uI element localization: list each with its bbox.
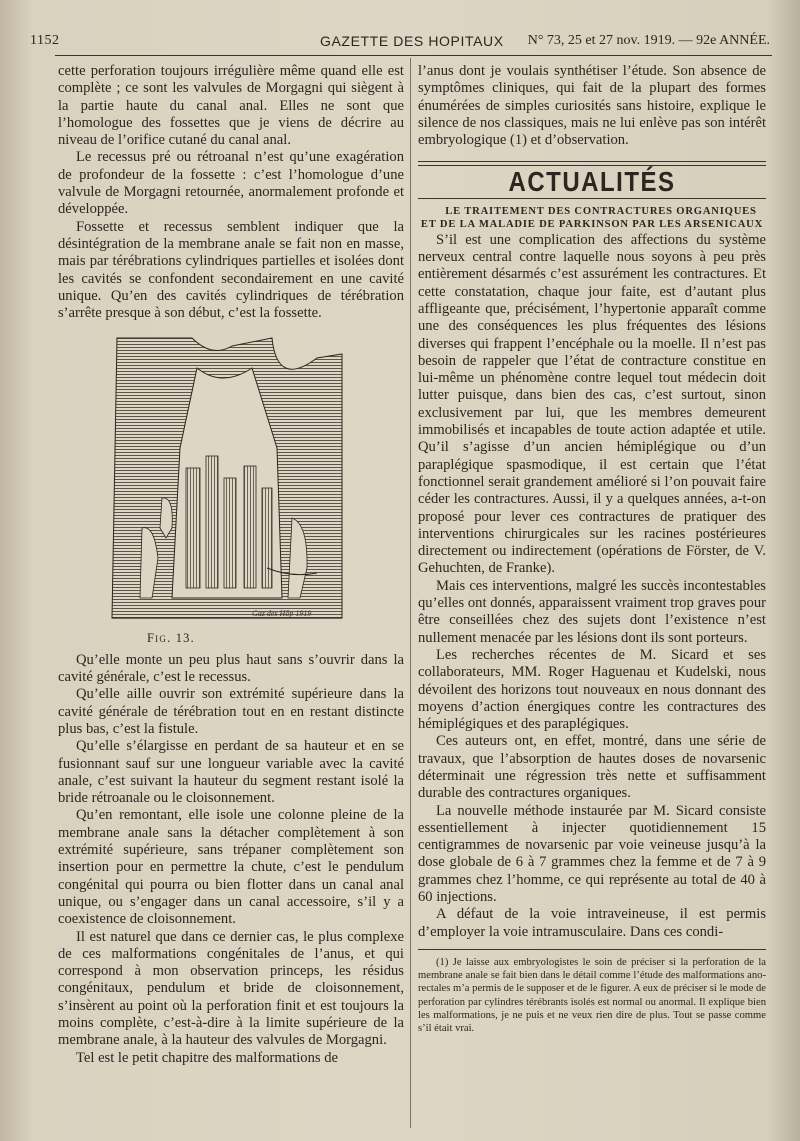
anatomical-engraving: [102, 328, 352, 628]
paragraph: Les recherches récentes de M. Sicard et ses collaborateurs, MM. Roger Haguenau et Kudelski, nous dévoilent des horizons tout nouveaux en nous donnant des moyens d’action énergiques contre les contractures des hémiplégiques et des paraplégiques.: [418, 646, 766, 733]
journal-title: GAZETTE DES HOPITAUX: [320, 33, 504, 49]
section-rule: [418, 161, 766, 166]
paragraph: Qu’en remontant, elle isole une colonne pleine de la membrane anale sans la détacher complètement à son extrémité supérieure, sans trépaner complètement son insertion pour en permettre la chute, c’est le pendulum congénital qui pourra ou bien flotter dans un canal anal unique, ou s’engager dans un canal accessoire, s’il y a coexistence de cloisonnement.: [58, 807, 404, 928]
left-column: [58, 63, 404, 1067]
header-rule: [55, 55, 772, 56]
paragraph: La nouvelle méthode instaurée par M. Sicard consiste essentiellement à injecter quotidiennement 15 centigrammes de novarsenic par voie veineuse jusqu’à la dose globale de 6 à 7 grammes chez la femme et de 7 à 9 grammes chez l’homme, ce qui représente au total de 40 à 60 injections.: [418, 802, 766, 906]
figure-13: [58, 328, 404, 647]
issue-info: N° 73, 25 et 27 nov. 1919. — 92e ANNÉE.: [527, 33, 770, 48]
footnote-rule: [418, 949, 766, 950]
paragraph: S’il est une complication des affections du système nerveux central contre laquelle nous soyons à peu près entièrement désarmés c’est assurément les contractures. Et cette constatation, chaque jour faite, est d’autant plus affligeante que, précisément, l’hypertonie apparaît comme une des conséquences les plus fréquentes des lésions diverses qui frappent l’encéphale ou la moelle. Il n’est pas besoin de rappeler que l’état de contracture constitue en lui-même un phénomène contre lequel tout médecin doit lutter puisque, dans bien des cas, c’est surtout, sinon exclusivement par lui, que les membres demeurent immobilisés et incapables de toute action adaptée et utile. Qu’il s’agisse d’un ancien hémiplégique ou d’un paraplégique spasmodique, il est certain que l’état fonctionnel serait grandement amélioré si l’on pouvait faire céder les contractures. Aussi, il y a quelques années, a-t-on proposé pour lever ces contractures de pratiquer des interventions chirurgicales sur les racines postérieures directement ou indirectement (opérations de Förster, de V. Gehuchten, de Franke).: [418, 231, 766, 577]
paragraph: cette perforation toujours irrégulière même quand elle est complète ; ce sont les valvules de Morgagni qui siègent à la partie haute du canal anal. Elles ne sont que l’homologue des fossettes que je viens de décrire au niveau de l’orifice cutané du canal anal.: [58, 63, 404, 149]
running-head: [30, 33, 770, 53]
figure-signature: Gaz des Hôp 1919: [252, 609, 312, 619]
column-divider: [410, 58, 411, 1128]
paragraph: A défaut de la voie intraveineuse, il est permis d’employer la voie intramusculaire. Dans ces condi-: [418, 906, 766, 940]
paragraph: Mais ces interventions, malgré les succès incontestables qu’elles ont donnés, apparaissent vraiment trop graves pour être conseillées chez des sujets dont l’existence n’est nullement menacée par les lésions dont ils sont porteurs.: [418, 577, 766, 646]
paragraph: Ces auteurs ont, en effet, montré, dans une série de travaux, que l’absorption de hautes doses de novarsenic déterminait une régression très nette et suffisamment durable des contractures organiques.: [418, 733, 766, 802]
paragraph: Qu’elle aille ouvrir son extrémité supérieure dans la cavité générale de térébration tout en en restant distincte plus bas, c’est la fistule.: [58, 686, 404, 737]
figure-caption: Fig. 13.: [147, 631, 195, 646]
paragraph: Tel est le petit chapitre des malformations de: [76, 1049, 338, 1066]
footnote: (1) Je laisse aux embryologistes le soin de préciser si la perforation de la membrane anale se fait bien dans le détail comme l’étude des malformations ano-rectales m’a permis de le supposer et de le figurer. A eux de préciser si le mode de perforation par cylindres térébrants isolés est normal ou anormal. Il explique bien les malformations, je ne puis et ne veux rien dire de plus. Tout se passe comme s’il était vrai.: [418, 956, 766, 1034]
paragraph: Il est naturel que dans ce dernier cas, le plus complexe de ces malformations congénitales de l’anus, et qui correspond à mon observation princeps, les résidus congénitaux, pendulum et bride de cloisonnement, s’insèrent au point où la perforation finit et est toujours la moins complète, c’est-à-dire à la limite supérieure de la membrane anale, à la hauteur des valvules de Morgagni.: [58, 928, 404, 1049]
page-number: 1152: [30, 33, 60, 48]
paragraph: Qu’elle monte un peu plus haut sans s’ouvrir dans la cavité générale, c’est le recessus.: [58, 651, 404, 686]
paragraph: Fossette et recessus semblent indiquer que la désintégration de la membrane anale se fait non en masse, mais par térébrations cylindriques partielles et isolées dont les cavités se confondent secondairement en une cavité unique. Qu’en des cavités cylindriques de térébration s’arrête presque à son début, c’est la fossette.: [58, 218, 404, 322]
paragraph: Qu’elle s’élargisse en perdant de sa hauteur et en se fusionnant sauf sur une longueur variable avec la cavité anale, c’est suivant la hauteur du segment restant isolé la bride rétroanale ou le cloisonnement.: [58, 738, 404, 807]
paragraph: Le recessus pré ou rétroanal n’est qu’une exagération de profondeur de la fossette : c’est l’homologue d’une valvule de Morgagni retournée, anormalement profonde et développée.: [58, 149, 404, 218]
paragraph: l’anus dont je voulais synthétiser l’étude. Son absence de symptômes cliniques, qui fait de la plupart des formes énumérées de simples curiosités sans histoire, explique le silence de nos classiques, mais ne lui enlève pas son intérêt embryologique (1) et d’observation.: [418, 63, 766, 149]
article-title: LE TRAITEMENT DES CONTRACTURES ORGANIQUES ET DE LA MALADIE DE PARKINSON PAR LES ARSENICAUX: [420, 205, 764, 231]
right-column: [418, 63, 766, 1035]
section-title: ACTUALITÉS: [508, 167, 676, 199]
